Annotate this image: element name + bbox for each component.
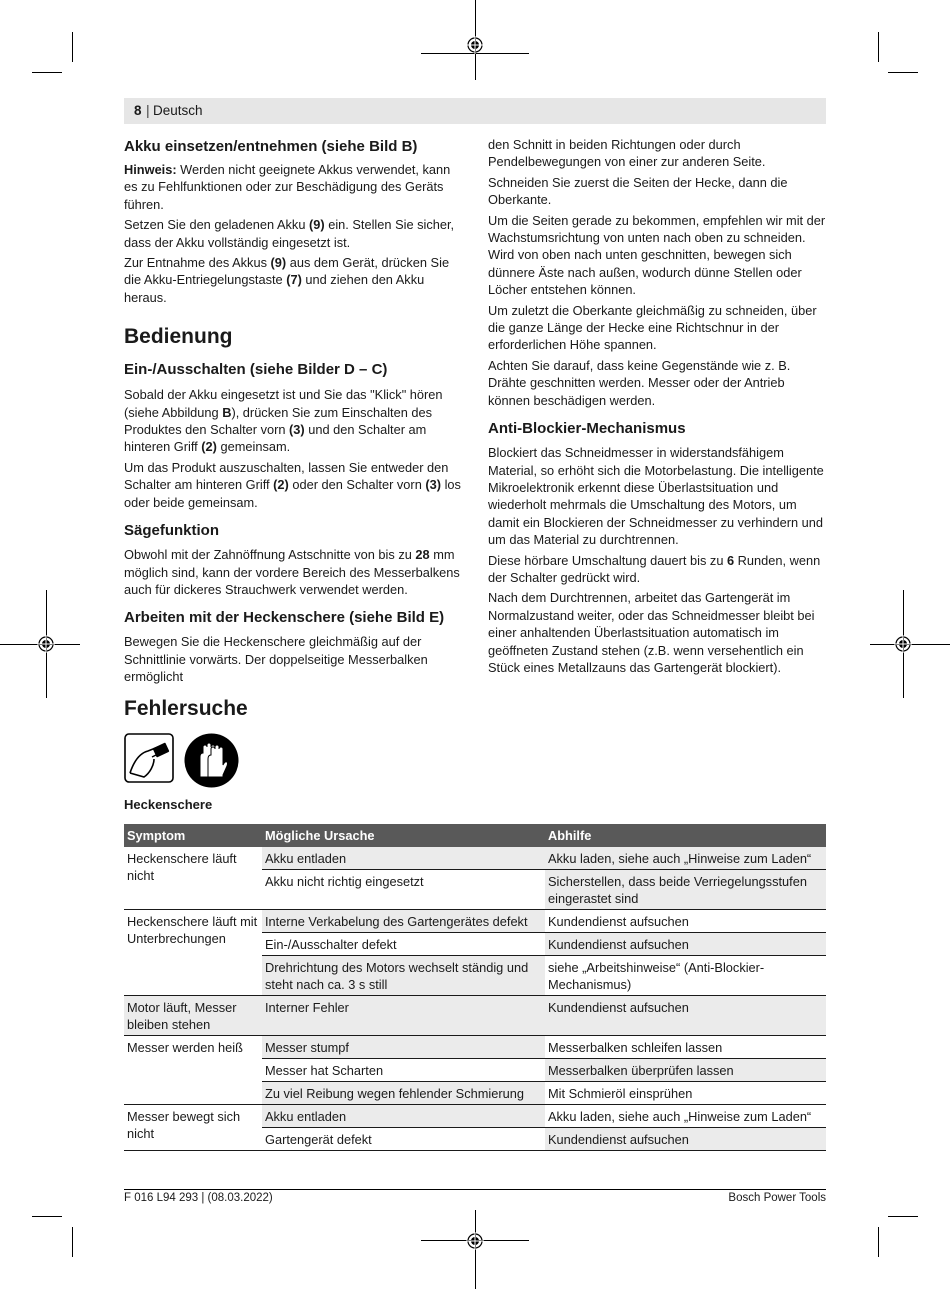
table-row	[124, 996, 826, 1036]
symptom-cell: Heckenschere läuft mit Unterbrechungen	[124, 910, 262, 996]
cause-cell: Zu viel Reibung wegen fehlender Schmierung	[262, 1082, 545, 1105]
cause-cell: Akku entladen	[262, 1105, 545, 1128]
akku-remove-text: Zur Entnahme des Akkus (9) aus dem Gerät, drücken Sie die Akku-Entriegelungstaste (7) und ziehen den Akku heraus.	[124, 255, 450, 305]
symptom-cell: Motor läuft, Messer bleiben stehen	[124, 996, 262, 1036]
cause-cell: Akku nicht richtig eingesetzt	[262, 870, 545, 910]
fix-cell: siehe „Arbeitshinweise“ (Anti-Blockier-Mechanismus)	[545, 956, 826, 996]
akku-heading: Akku einsetzen/entnehmen (siehe Bild B)	[124, 138, 418, 155]
footer-doc-id: F 016 L94 293 | (08.03.2022)	[124, 1192, 273, 1204]
fix-cell: Kundendienst aufsuchen	[545, 996, 826, 1036]
header-symptom: Symptom	[124, 824, 262, 847]
page-header	[124, 98, 826, 124]
left-column	[124, 137, 462, 689]
onoff-text-2: Um das Produkt auszuschalten, lassen Sie entweder den Schalter am hinteren Griff (2) oder den Schalter vorn (3) los oder beide gemeinsam.	[124, 459, 461, 510]
cause-cell: Akku entladen	[262, 847, 545, 870]
registration-mark-icon	[466, 1232, 484, 1250]
bedienung-heading: Bedienung	[124, 325, 233, 349]
right-text-5: Achten Sie darauf, dass keine Gegenstände wie z. B. Drähte geschnitten werden. Messer oder der Antrieb können beschädigen werden.	[488, 357, 791, 408]
work-text: Bewegen Sie die Heckenschere gleichmäßig auf der Schnittlinie vorwärts. Der doppelseitige Messerbalken ermöglicht	[124, 634, 428, 685]
cause-cell: Interne Verkabelung des Gartengerätes defekt	[262, 910, 545, 933]
registration-mark-icon	[466, 36, 484, 54]
cause-cell: Messer stumpf	[262, 1036, 545, 1059]
cause-cell: Messer hat Scharten	[262, 1059, 545, 1082]
page-number: 8	[134, 103, 142, 118]
cause-cell: Gartengerät defekt	[262, 1128, 545, 1151]
fix-cell: Messerbalken schleifen lassen	[545, 1036, 826, 1059]
table-row	[124, 910, 826, 933]
fix-cell: Kundendienst aufsuchen	[545, 933, 826, 956]
fix-cell: Akku laden, siehe auch „Hinweise zum Laden“	[545, 1105, 826, 1128]
table-row	[124, 1036, 826, 1059]
right-column	[488, 136, 826, 679]
fix-cell: Kundendienst aufsuchen	[545, 910, 826, 933]
troubleshooting-table	[124, 824, 826, 1151]
onoff-heading: Ein-/Ausschalten (siehe Bilder D – C)	[124, 361, 388, 379]
akku-insert-text: Setzen Sie den geladenen Akku (9) ein. Stellen Sie sicher, dass der Akku vollständig eingesetzt ist.	[124, 217, 455, 250]
fix-cell: Messerbalken überprüfen lassen	[545, 1059, 826, 1082]
registration-mark-icon	[37, 635, 55, 653]
header-language: Deutsch	[153, 103, 203, 118]
anti-block-text-2: Diese hörbare Umschaltung dauert bis zu 6 Runden, wenn der Schalter gedrückt wird.	[488, 552, 821, 585]
right-text-2: Schneiden Sie zuerst die Seiten der Hecke, dann die Oberkante.	[488, 174, 788, 208]
saw-heading: Sägefunktion	[124, 522, 220, 540]
cause-cell: Interner Fehler	[262, 996, 545, 1036]
header-cause: Mögliche Ursache	[262, 824, 545, 847]
protective-gloves-icon	[184, 733, 239, 788]
symptom-cell: Heckenschere läuft nicht	[124, 847, 262, 910]
work-heading: Arbeiten mit der Heckenschere (siehe Bild E)	[124, 609, 445, 627]
akku-hint: Hinweis: Werden nicht geeignete Akkus verwendet, kann es zu Fehlfunktionen oder zur Beschädigung des Geräts führen.	[124, 162, 451, 212]
cause-cell: Ein-/Ausschalter defekt	[262, 933, 545, 956]
footer-divider	[124, 1189, 826, 1190]
anti-block-heading: Anti-Blockier-Mechanismus	[488, 420, 686, 438]
registration-mark-icon	[894, 635, 912, 653]
fix-cell: Kundendienst aufsuchen	[545, 1128, 826, 1151]
header-fix: Abhilfe	[545, 824, 826, 847]
fix-cell: Sicherstellen, dass beide Verriegelungsstufen eingerastet sind	[545, 870, 826, 910]
saw-text: Obwohl mit der Zahnöffnung Astschnitte von bis zu 28 mm möglich sind, kann der vordere Bereich des Messerbalkens auch für dickeres Strauchwerk verwendet werden.	[124, 547, 460, 597]
anti-block-text-3: Nach dem Durchtrennen, arbeitet das Gartengerät im Normalzustand weiter, oder das Schneidmesser bleibt bei einer anhaltenden Überlastsituation automatisch im geöffneten Zustand stehen (z.B. wenn versehentlich ein Stück eines Metallzauns das Gartengerät blockiert).	[488, 590, 815, 675]
fehlersuche-heading: Fehlersuche	[124, 697, 248, 720]
right-text-4: Um zuletzt die Oberkante gleichmäßig zu schneiden, über die ganze Länge der Hecke eine Richtschnur in der erforderlichen Höhe spannen.	[488, 302, 817, 353]
right-text-1: den Schnitt in beiden Richtungen oder durch Pendelbewegungen von einer zur anderen Seite.	[488, 137, 766, 170]
cause-cell: Drehrichtung des Motors wechselt ständig und steht nach ca. 3 s still	[262, 956, 545, 996]
table-row	[124, 847, 826, 870]
table-header-row	[124, 824, 826, 847]
fix-cell: Mit Schmieröl einsprühen	[545, 1082, 826, 1105]
footer-brand: Bosch Power Tools	[728, 1192, 826, 1204]
right-text-3: Um die Seiten gerade zu bekommen, empfehlen wir mit der Wachstumsrichtung von unten nach oben zu schneiden. Wird von oben nach unten geschnitten, bewegen sich dünnere Äste nach außen, wodurch dünne Stellen oder Löcher entstehen können.	[488, 212, 826, 298]
battery-removal-icon	[124, 733, 174, 783]
table-row	[124, 1105, 826, 1128]
fix-cell: Akku laden, siehe auch „Hinweise zum Laden“	[545, 847, 826, 870]
table-caption: Heckenschere	[124, 797, 213, 812]
header-separator: |	[146, 102, 150, 118]
symptom-cell: Messer werden heiß	[124, 1036, 262, 1105]
onoff-text-1: Sobald der Akku eingesetzt ist und Sie das "Klick" hören (siehe Abbildung B), drücken Sie zum Einschalten des Produktes den Schalter vorn (3) und den Schalter am hinteren Griff (2) gemeinsam.	[124, 387, 443, 455]
anti-block-text-1: Blockiert das Schneidmesser in widerstandsfähigem Material, so erhöht sich die Motorbelastung. Die intelligente Mikroelektronik erkennt diese Überlastsituation und wiederholt mehrmals die Umschaltung des Motors, um damit ein Blockieren der Schneidmesser zu verhindern und um das Material zu durchtrennen.	[488, 445, 824, 548]
symptom-cell: Messer bewegt sich nicht	[124, 1105, 262, 1151]
